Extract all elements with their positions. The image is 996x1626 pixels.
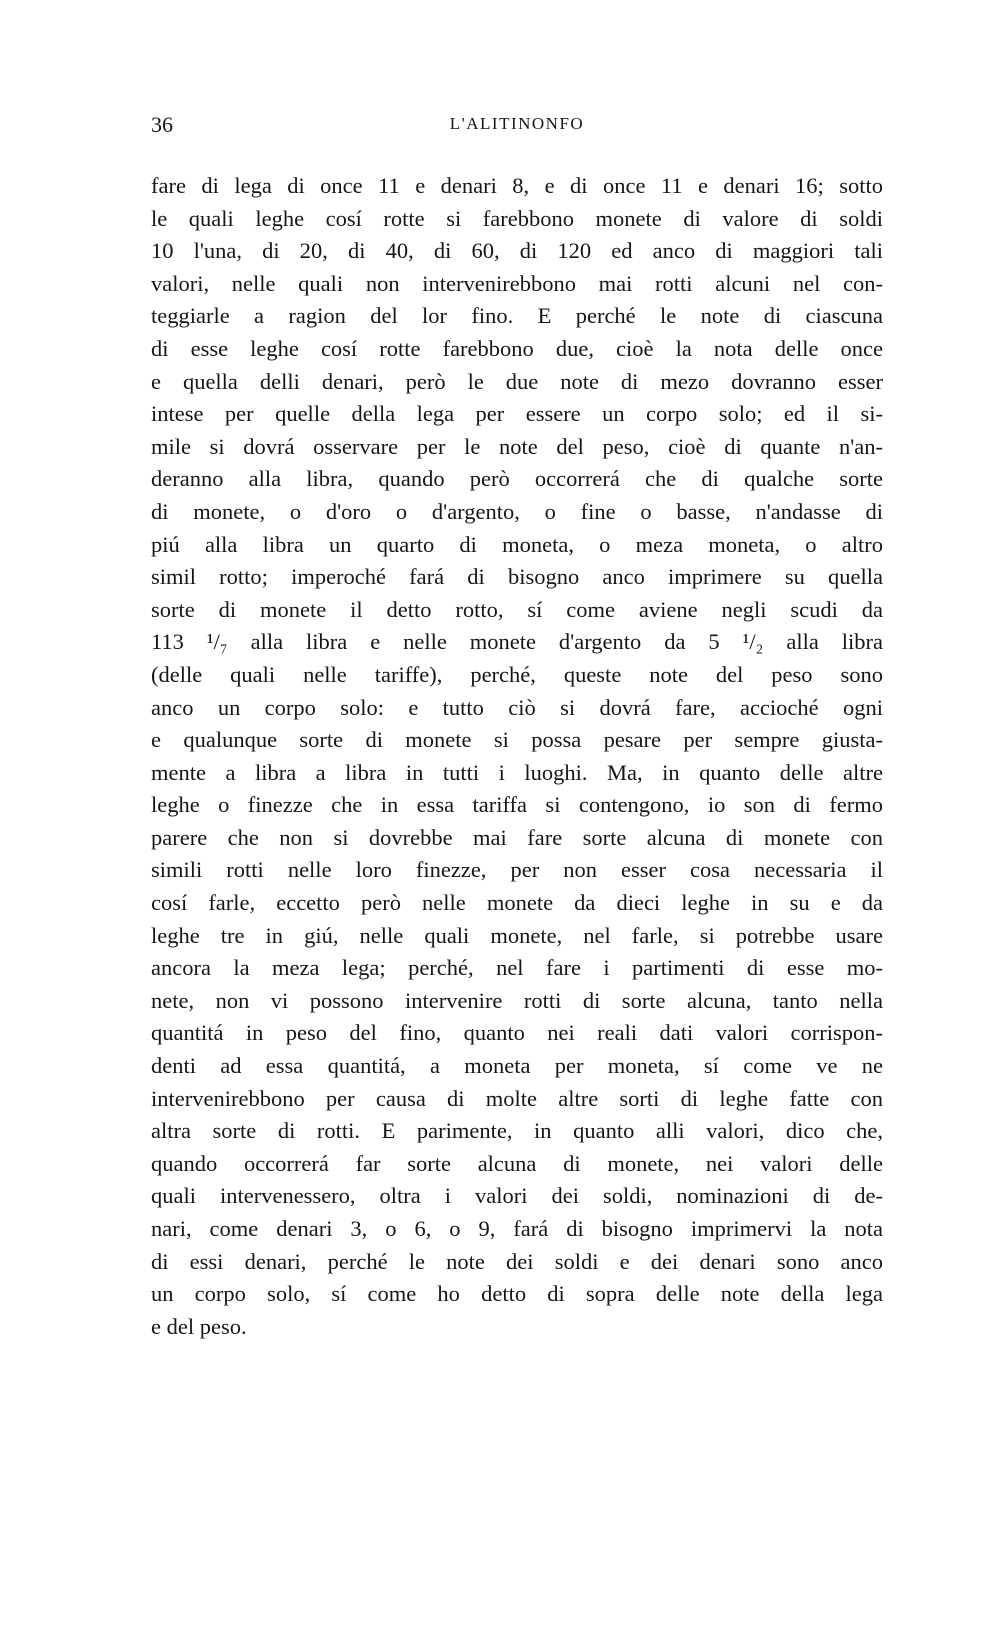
text-line: fare di lega di once 11 e denari 8, e di once 11 e denari 16; sotto <box>151 173 883 198</box>
text-line: nari, come denari 3, o 6, o 9, fará di bisogno imprimervi la nota <box>151 1216 883 1241</box>
text-line: di monete, o d'oro o d'argento, o fine o basse, n'andasse di <box>151 498 883 524</box>
text-line: e quella delli denari, però le due note di mezo dovranno esser <box>151 368 883 394</box>
text-line: altra sorte di rotti. E parimente, in quanto alli valori, dico che, <box>151 1118 883 1144</box>
running-title: L'ALITINONFO <box>449 114 585 133</box>
text-line: sorte di monete il detto rotto, sí come aviene negli scudi da <box>151 596 883 622</box>
text-line: simili rotti nelle loro finezze, per non esser cosa necessaria il <box>151 857 883 883</box>
text-line: mente a libra a libra in tutti i luoghi. Ma, in quanto delle altre <box>151 759 883 785</box>
page-header <box>151 112 883 138</box>
text-line: quali intervenessero, oltra i valori dei soldi, nominazioni di de- <box>151 1183 883 1209</box>
text-line: leghe o finezze che in essa tariffa si contengono, io son di fermo <box>151 792 883 818</box>
text-line: piú alla libra un quarto di moneta, o meza moneta, o altro <box>151 531 883 557</box>
text-line: parere che non si dovrebbe mai fare sorte alcuna di monete con <box>151 824 883 850</box>
text-line: simil rotto; imperoché fará di bisogno anco imprimere su quella <box>151 564 883 590</box>
text-line: deranno alla libra, quando però occorrerá che di qualche sorte <box>151 466 883 492</box>
text-line: anco un corpo solo: e tutto ciò si dovrá fare, accioché ogni <box>151 694 883 720</box>
text-line: quantitá in peso del fino, quanto nei reali dati valori corrispon- <box>151 1020 883 1046</box>
text-line: leghe tre in giú, nelle quali monete, nel farle, si potrebbe usare <box>151 922 883 948</box>
text-line: denti ad essa quantitá, a moneta per moneta, sí come ve ne <box>151 1053 883 1079</box>
text-line: 10 l'una, di 20, di 40, di 60, di 120 ed anco di maggiori tali <box>151 238 883 264</box>
text-line: ancora la meza lega; perché, nel fare i partimenti di esse mo- <box>151 955 883 981</box>
text-line: teggiarle a ragion del lor fino. E perché le note di ciascuna <box>151 303 883 329</box>
text-line: nete, non vi possono intervenire rotti di sorte alcuna, tanto nella <box>151 987 883 1013</box>
text-line: le quali leghe cosí rotte si farebbono monete di valore di soldi <box>151 205 883 231</box>
text-line: intese per quelle della lega per essere un corpo solo; ed il si- <box>151 401 883 427</box>
text-line: quando occorrerá far sorte alcuna di monete, nei valori delle <box>151 1150 883 1176</box>
text-line: e del peso. <box>151 1313 247 1339</box>
body-paragraph <box>151 170 883 1343</box>
text-line: 113 ¹/₇ alla libra e nelle monete d'argento da 5 ¹/₂ alla libra <box>151 629 883 655</box>
text-line: e qualunque sorte di monete si possa pesare per sempre giusta- <box>151 727 883 753</box>
text-line: di esse leghe cosí rotte farebbono due, cioè la nota delle once <box>151 335 883 361</box>
page-number: 36 <box>151 112 173 137</box>
text-line: intervenirebbono per causa di molte altre sorti di leghe fatte con <box>151 1085 883 1111</box>
text-line: di essi denari, perché le note dei soldi e dei denari sono anco <box>151 1248 883 1274</box>
text-line: (delle quali nelle tariffe), perché, queste note del peso sono <box>151 661 883 687</box>
text-line: mile si dovrá osservare per le note del peso, cioè di quante n'an- <box>151 433 883 459</box>
text-line: un corpo solo, sí come ho detto di sopra delle note della lega <box>151 1281 883 1307</box>
text-line: cosí farle, eccetto però nelle monete da dieci leghe in su e da <box>151 890 883 916</box>
text-line: valori, nelle quali non intervenirebbono mai rotti alcuni nel con- <box>151 270 883 296</box>
